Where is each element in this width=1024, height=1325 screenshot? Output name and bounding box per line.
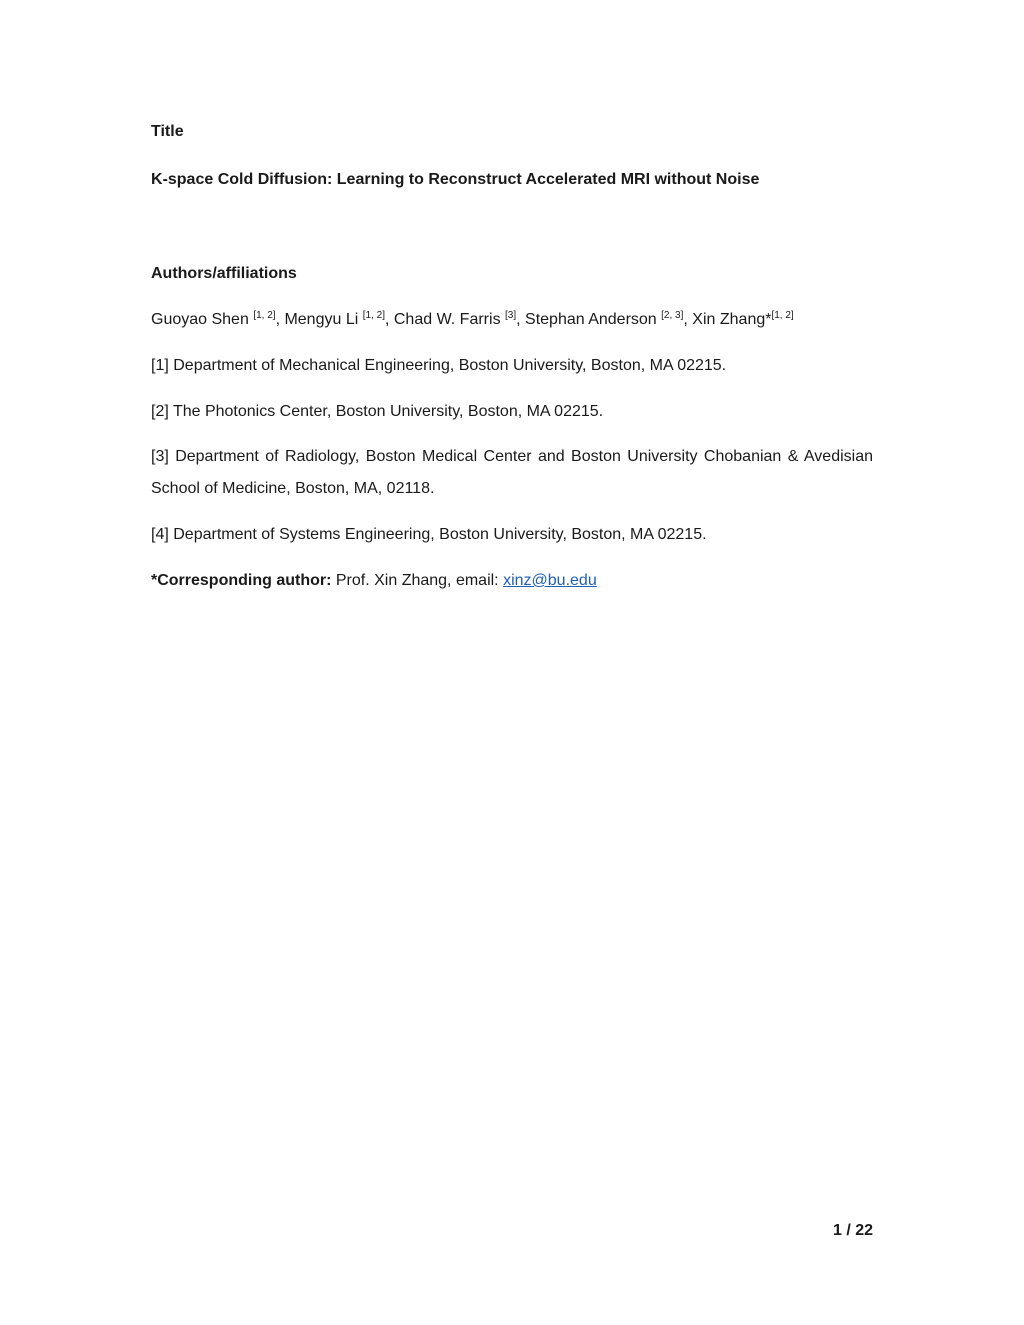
author-separator: ,: [516, 311, 526, 328]
author-separator: ,: [384, 311, 394, 328]
affiliation-2: [2] The Photonics Center, Boston University, Boston, MA 02215.: [151, 403, 604, 420]
author-name: Stephan Anderson: [525, 311, 657, 328]
corresponding-label: *Corresponding author:: [151, 572, 332, 589]
affiliation-3: [3] Department of Radiology, Boston Medical Center and Boston University Chobanian & Avedisian School of Medicine, Boston, MA, 02118.: [151, 448, 873, 497]
author-name: Mengyu Li: [284, 311, 359, 328]
author-affil: [1, 2]: [771, 310, 794, 321]
author-affil: [1, 2]: [253, 310, 276, 321]
author-list: [151, 310, 873, 330]
affiliation-4: [4] Department of Systems Engineering, Boston University, Boston, MA 02215.: [151, 526, 707, 543]
author-separator: ,: [683, 311, 693, 328]
paper-title: K-space Cold Diffusion: Learning to Reconstruct Accelerated MRI without Noise: [151, 171, 760, 188]
page-number: 1 / 22: [832, 1222, 873, 1239]
author-affil: [2, 3]: [661, 310, 684, 321]
authors-heading: Authors/affiliations: [151, 265, 297, 282]
author-affil: [1, 2]: [362, 310, 385, 321]
author-name: Xin Zhang*: [692, 311, 772, 328]
title-heading: Title: [151, 123, 184, 140]
author-name: Chad W. Farris: [393, 311, 501, 328]
affiliation-1: [1] Department of Mechanical Engineering, Boston University, Boston, MA 02215.: [151, 357, 727, 374]
author-affil: [3]: [505, 310, 517, 321]
email-link[interactable]: xinz@bu.edu: [503, 572, 597, 589]
corresponding-text: Prof. Xin Zhang, email:: [331, 572, 504, 589]
corresponding-author: [151, 571, 873, 591]
author-name: Guoyao Shen: [151, 311, 249, 328]
author-separator: ,: [275, 311, 285, 328]
